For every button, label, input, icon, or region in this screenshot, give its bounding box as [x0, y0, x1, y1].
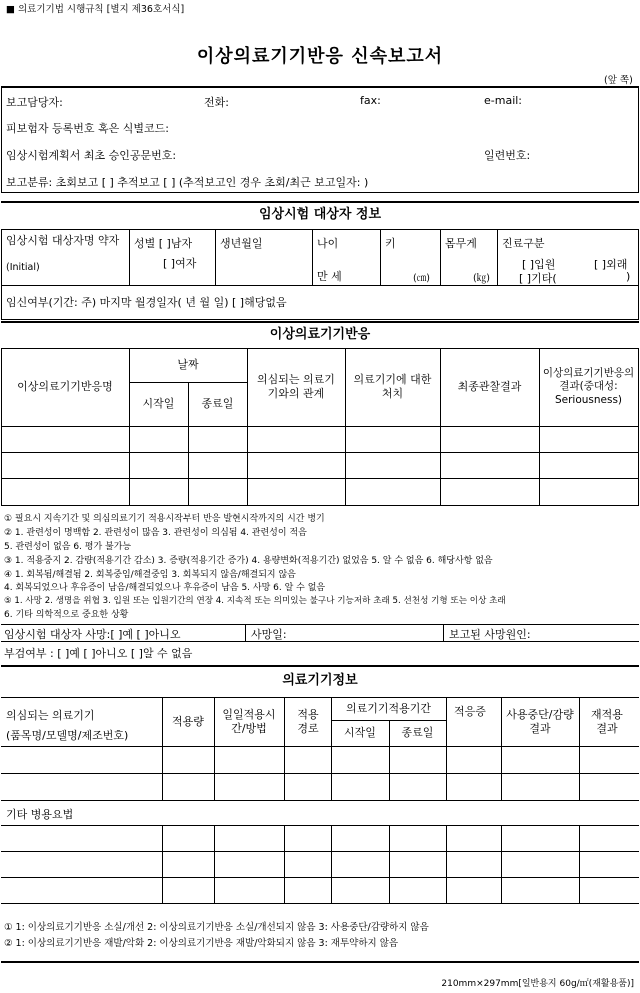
- reaction-section-title: 이상의료기기반응: [269, 326, 371, 342]
- footer-note: ① 1: 이상의료기기반응 소실/개선 2: 이상의료기기반응 소실/개선되지 않음 3: 사용중단/감량하지 않음: [4, 922, 429, 933]
- therapy-row-line: [1, 877, 639, 878]
- care-other-close: ): [626, 270, 631, 283]
- care-other: [ ]기타(: [519, 272, 557, 285]
- col-period: 의료기기적용기간: [345, 701, 431, 715]
- col-reapply-result: 재적용결과: [591, 707, 623, 735]
- form-rule-reference: ■ 의료기기법 시행규칙 [별지 제36호서식]: [6, 4, 185, 15]
- weight-unit: (㎏): [473, 273, 490, 284]
- note-line: ④ 1. 회복됨/해결됨 2. 회복중임/해결중임 3. 회복되지 않음/해결되지 않음: [4, 570, 296, 580]
- device-divider: [446, 697, 447, 800]
- report-type-line: 보고분류: 초회보고 [ ] 추적보고 [ ] (추적보고인 경우 초회/최근 보고일자: ): [6, 176, 369, 189]
- reporter-box-bottom: [1, 192, 639, 193]
- sex-male-label: 성별 [ ]남자: [134, 237, 193, 250]
- subject-death-label: 임상시험 대상자 사망:[ ]예 [ ]아니오: [4, 628, 181, 641]
- therapy-row-line: [1, 903, 639, 904]
- fax-label: fax:: [360, 94, 381, 107]
- note-line: 4. 회복되었으나 후유증이 남음/해결되었으나 후유증이 남음 5. 사망 6. 알 수 없음: [4, 583, 326, 593]
- device-row-line: [1, 773, 639, 774]
- subject-divider: [129, 229, 130, 285]
- reporter-box-left: [1, 86, 2, 192]
- concomitant-therapy-label: 기타 병용요법: [6, 808, 74, 821]
- age-unit: 만 세: [317, 270, 342, 283]
- reporter-label: 보고담당자:: [6, 96, 63, 109]
- therapy-divider: [284, 825, 285, 903]
- col-suspect-device: 의심되는 의료기기: [6, 709, 95, 722]
- therapy-divider: [162, 825, 163, 903]
- care-inpatient: [ ]입원: [522, 258, 556, 271]
- serial-number-label: 일련번호:: [484, 149, 531, 162]
- form-bottom-border: [1, 961, 639, 963]
- col-period-start: 시작일: [344, 726, 376, 740]
- col-device-sub: (품목명/모델명/제조번호): [6, 729, 129, 742]
- death-cause-label: 보고된 사망원인:: [449, 628, 531, 641]
- therapy-divider: [446, 825, 447, 903]
- note-line: 5. 관련성이 없음 6. 평가 불가능: [4, 542, 132, 552]
- reporter-box-top: [1, 86, 639, 88]
- phone-label: 전화:: [204, 96, 229, 109]
- col-end-date: 종료일: [201, 397, 234, 411]
- autopsy-line: 부검여부 : [ ]예 [ ]아니오 [ ]알 수 없음: [4, 647, 193, 660]
- device-divider: [501, 697, 502, 800]
- height-unit: (㎝): [413, 273, 430, 284]
- age-label: 나이: [317, 237, 339, 250]
- death-date-label: 사망일:: [251, 628, 287, 641]
- paper-spec: 210mm×297mm[일반용지 60g/㎡(재활용품)]: [441, 979, 634, 989]
- form-title: 이상의료기기반응 신속보고서: [196, 46, 444, 67]
- note-line: ① 필요시 지속기간 및 의심의료기기 적용시작부터 반응 발현시작까지의 시간 병기: [4, 514, 325, 524]
- subject-divider: [215, 229, 216, 285]
- device-divider: [284, 697, 285, 800]
- note-line: ③ 1. 적용중지 2. 감량(적용기간 감소) 3. 증량(적용기간 증가) 4. 용량변화(적용기간) 없었음 5. 알 수 없음 6. 해당사항 없음: [4, 556, 493, 566]
- col-period-end: 종료일: [401, 726, 434, 740]
- email-label: e-mail:: [484, 94, 523, 107]
- subject-table-top: [1, 229, 639, 230]
- subject-divider: [440, 229, 441, 285]
- col-device-action: 의료기기에 대한 처치: [353, 373, 432, 400]
- col-final-outcome: 최종관찰결과: [457, 380, 522, 394]
- reporter-box-right: [638, 86, 639, 192]
- device-section-title: 의료기기정보: [282, 672, 358, 688]
- therapy-divider: [501, 825, 502, 903]
- note-line: ⑤ 1. 사망 2. 생명을 위협 3. 입원 또는 입원기간의 연장 4. 지속적 또는 의미있는 불구나 기능저하 초래 5. 선천성 기형 또는 이상 초래: [4, 596, 506, 606]
- reaction-row-line: [1, 452, 639, 453]
- therapy-divider: [331, 825, 332, 903]
- therapy-divider: [579, 825, 580, 903]
- device-row-line: [1, 746, 639, 747]
- death-divider: [245, 624, 246, 641]
- initial-label: (Initial): [6, 262, 40, 273]
- therapy-row-line: [1, 825, 639, 826]
- care-outpatient: [ ]외래: [594, 258, 628, 271]
- approval-number-label: 임상시험계획서 최초 승인공문번호:: [6, 149, 177, 162]
- therapy-divider: [214, 825, 215, 903]
- death-divider: [443, 624, 444, 641]
- subject-divider: [497, 229, 498, 285]
- col-device-relation: 의심되는 의료기기와의 관계: [257, 373, 335, 400]
- care-type-label: 진료구분: [502, 237, 545, 250]
- subject-table-right: [638, 229, 639, 319]
- col-seriousness: 이상의료기기반응의 결과(중대성: Seriousness): [542, 367, 635, 406]
- device-row-line: [1, 800, 639, 801]
- col-amount: 적용량: [172, 714, 204, 728]
- subject-divider: [312, 229, 313, 285]
- sex-female-label: [ ]여자: [163, 257, 197, 270]
- device-divider: [579, 697, 580, 800]
- footer-note: ② 1: 이상의료기기반응 재발/악화 2: 이상의료기기반응 재발/악화되지 않음 3: 재투약하지 않음: [4, 938, 399, 949]
- therapy-row-line: [1, 851, 639, 852]
- therapy-divider: [389, 825, 390, 903]
- reaction-row-line: [1, 426, 639, 427]
- weight-label: 몸무게: [445, 237, 477, 250]
- subject-divider: [380, 229, 381, 285]
- subject-id-label: 피보험자 등록번호 혹은 식별코드:: [6, 122, 169, 135]
- col-route: 적용경로: [297, 707, 319, 735]
- col-indication: 적응증: [454, 705, 486, 718]
- subject-initial-label: 임상시험 대상자명 약자: [6, 234, 120, 247]
- height-label: 키: [385, 237, 396, 250]
- subject-table-left: [1, 229, 2, 319]
- note-line: ② 1. 관련성이 명백함 2. 관련성이 많음 3. 관련성이 의심됨 4. 관련성이 적음: [4, 528, 307, 538]
- col-reaction-name: 이상의료기기반응명: [17, 380, 113, 394]
- page-side-label: (앞 쪽): [604, 75, 633, 86]
- pregnancy-line: 임신여부(기간: 주) 마지막 월경일자( 년 월 일) [ ]해당없음: [6, 296, 287, 309]
- col-stop-result: 사용중단/감량결과: [506, 707, 574, 735]
- col-date: 날짜: [177, 358, 199, 372]
- subject-table-bottom: [1, 319, 639, 320]
- note-line: 6. 기타 의학적으로 중요한 상황: [4, 610, 129, 620]
- reaction-row-line: [1, 478, 639, 479]
- device-divider: [214, 697, 215, 800]
- col-daily-time: 일일적용시간/방법: [222, 707, 276, 735]
- death-row-top: [1, 624, 639, 625]
- subject-section-title: 임상시험 대상자 정보: [258, 207, 382, 223]
- col-start-date: 시작일: [142, 397, 175, 411]
- reaction-table-bottom: [1, 505, 639, 506]
- birthdate-label: 생년월일: [220, 237, 263, 250]
